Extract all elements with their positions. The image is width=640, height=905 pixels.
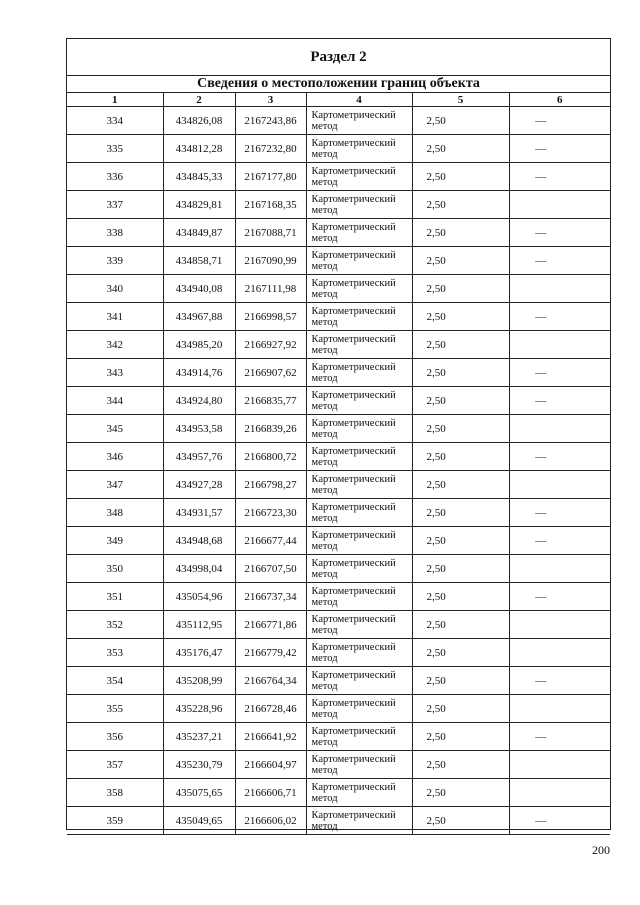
column-header: 6 [509,93,610,107]
precision-cell: 2,50 [412,303,509,331]
table-row [67,359,610,387]
point-number-cell: 340 [67,275,163,303]
method-cell: Картометрический метод [306,303,412,331]
point-number-cell: 351 [67,583,163,611]
table-row [67,583,610,611]
method-cell: Картометрический метод [306,163,412,191]
y-coordinate-cell: 2166771,86 [235,611,306,639]
y-coordinate-cell: 2166798,27 [235,471,306,499]
note-cell: — [509,723,610,751]
column-header: 2 [163,93,235,107]
y-coordinate-cell: 2166641,92 [235,723,306,751]
precision-cell: 2,50 [412,723,509,751]
x-coordinate-cell: 435230,79 [163,751,235,779]
method-cell: Картометрический метод [306,723,412,751]
x-coordinate-cell: 434924,80 [163,387,235,415]
document-frame [66,38,611,830]
y-coordinate-cell: 2167090,99 [235,247,306,275]
table-row [67,135,610,163]
point-number-cell: 356 [67,723,163,751]
note-cell: — [509,163,610,191]
x-coordinate-cell: 434826,08 [163,107,235,135]
table-row [67,667,610,695]
y-coordinate-cell: 2166707,50 [235,555,306,583]
page-number: 200 [592,843,610,857]
x-coordinate-cell: 434845,33 [163,163,235,191]
note-cell [509,275,610,303]
point-number-cell: 345 [67,415,163,443]
y-coordinate-cell: 2166779,42 [235,639,306,667]
x-coordinate-cell: 435049,65 [163,807,235,835]
point-number-cell: 337 [67,191,163,219]
y-coordinate-cell: 2167168,35 [235,191,306,219]
table-row [67,443,610,471]
method-cell: Картометрический метод [306,471,412,499]
note-cell: — [509,107,610,135]
y-coordinate-cell: 2166998,57 [235,303,306,331]
method-cell: Картометрический метод [306,331,412,359]
y-coordinate-cell: 2166835,77 [235,387,306,415]
note-cell [509,639,610,667]
note-cell [509,555,610,583]
note-cell: — [509,443,610,471]
x-coordinate-cell: 434927,28 [163,471,235,499]
precision-cell: 2,50 [412,527,509,555]
method-cell: Картометрический метод [306,443,412,471]
table-row [67,555,610,583]
point-number-cell: 353 [67,639,163,667]
x-coordinate-cell: 435054,96 [163,583,235,611]
note-cell [509,695,610,723]
method-cell: Картометрический метод [306,639,412,667]
point-number-cell: 342 [67,331,163,359]
table-row [67,275,610,303]
section-title: Раздел 2 [67,39,610,76]
column-header: 3 [235,93,306,107]
precision-cell: 2,50 [412,415,509,443]
y-coordinate-cell: 2166737,34 [235,583,306,611]
note-cell: — [509,667,610,695]
table-row [67,219,610,247]
table-row [67,331,610,359]
point-number-cell: 335 [67,135,163,163]
y-coordinate-cell: 2166728,46 [235,695,306,723]
note-cell [509,611,610,639]
point-number-cell: 359 [67,807,163,835]
method-cell: Картометрический метод [306,751,412,779]
column-header: 4 [306,93,412,107]
precision-cell: 2,50 [412,163,509,191]
table-row [67,387,610,415]
section-subtitle: Сведения о местоположении границ объекта [67,76,610,93]
note-cell: — [509,303,610,331]
method-cell: Картометрический метод [306,583,412,611]
y-coordinate-cell: 2166677,44 [235,527,306,555]
precision-cell: 2,50 [412,135,509,163]
method-cell: Картометрический метод [306,555,412,583]
precision-cell: 2,50 [412,387,509,415]
point-number-cell: 339 [67,247,163,275]
precision-cell: 2,50 [412,107,509,135]
table-row [67,247,610,275]
method-cell: Картометрический метод [306,779,412,807]
y-coordinate-cell: 2166800,72 [235,443,306,471]
table-row [67,303,610,331]
x-coordinate-cell: 435237,21 [163,723,235,751]
method-cell: Картометрический метод [306,191,412,219]
precision-cell: 2,50 [412,443,509,471]
point-number-cell: 349 [67,527,163,555]
method-cell: Картометрический метод [306,695,412,723]
note-cell [509,191,610,219]
table-row [67,723,610,751]
y-coordinate-cell: 2166839,26 [235,415,306,443]
note-cell [509,471,610,499]
note-cell: — [509,807,610,835]
point-number-cell: 347 [67,471,163,499]
y-coordinate-cell: 2166764,34 [235,667,306,695]
point-number-cell: 354 [67,667,163,695]
x-coordinate-cell: 434858,71 [163,247,235,275]
point-number-cell: 355 [67,695,163,723]
y-coordinate-cell: 2167243,86 [235,107,306,135]
precision-cell: 2,50 [412,247,509,275]
table-row [67,611,610,639]
table-row [67,751,610,779]
precision-cell: 2,50 [412,471,509,499]
point-number-cell: 350 [67,555,163,583]
precision-cell: 2,50 [412,779,509,807]
precision-cell: 2,50 [412,583,509,611]
y-coordinate-cell: 2166606,71 [235,779,306,807]
point-number-cell: 352 [67,611,163,639]
y-coordinate-cell: 2167088,71 [235,219,306,247]
precision-cell: 2,50 [412,499,509,527]
method-cell: Картометрический метод [306,219,412,247]
point-number-cell: 358 [67,779,163,807]
method-cell: Картометрический метод [306,135,412,163]
method-cell: Картометрический метод [306,667,412,695]
note-cell [509,331,610,359]
x-coordinate-cell: 434985,20 [163,331,235,359]
note-cell: — [509,499,610,527]
point-number-cell: 336 [67,163,163,191]
y-coordinate-cell: 2166927,92 [235,331,306,359]
precision-cell: 2,50 [412,667,509,695]
x-coordinate-cell: 435075,65 [163,779,235,807]
point-number-cell: 334 [67,107,163,135]
precision-cell: 2,50 [412,219,509,247]
note-cell: — [509,583,610,611]
table-row [67,471,610,499]
table-row [67,779,610,807]
table-row [67,191,610,219]
x-coordinate-cell: 435112,95 [163,611,235,639]
table-row [67,527,610,555]
precision-cell: 2,50 [412,611,509,639]
note-cell: — [509,387,610,415]
x-coordinate-cell: 434967,88 [163,303,235,331]
x-coordinate-cell: 434829,81 [163,191,235,219]
y-coordinate-cell: 2166723,30 [235,499,306,527]
note-cell: — [509,359,610,387]
note-cell: — [509,247,610,275]
table-body [67,107,610,835]
precision-cell: 2,50 [412,807,509,835]
point-number-cell: 357 [67,751,163,779]
column-header: 5 [412,93,509,107]
precision-cell: 2,50 [412,359,509,387]
note-cell [509,751,610,779]
table-row [67,163,610,191]
x-coordinate-cell: 435228,96 [163,695,235,723]
y-coordinate-cell: 2167232,80 [235,135,306,163]
x-coordinate-cell: 434931,57 [163,499,235,527]
method-cell: Картометрический метод [306,107,412,135]
table-row [67,695,610,723]
x-coordinate-cell: 434957,76 [163,443,235,471]
point-number-cell: 338 [67,219,163,247]
point-number-cell: 341 [67,303,163,331]
boundary-coordinates-table [67,93,610,835]
x-coordinate-cell: 434914,76 [163,359,235,387]
precision-cell: 2,50 [412,331,509,359]
note-cell [509,779,610,807]
method-cell: Картометрический метод [306,415,412,443]
method-cell: Картометрический метод [306,807,412,835]
note-cell [509,415,610,443]
x-coordinate-cell: 434948,68 [163,527,235,555]
y-coordinate-cell: 2166604,97 [235,751,306,779]
point-number-cell: 343 [67,359,163,387]
method-cell: Картометрический метод [306,247,412,275]
x-coordinate-cell: 435208,99 [163,667,235,695]
table-row [67,499,610,527]
method-cell: Картометрический метод [306,527,412,555]
method-cell: Картометрический метод [306,611,412,639]
x-coordinate-cell: 434953,58 [163,415,235,443]
note-cell: — [509,135,610,163]
precision-cell: 2,50 [412,695,509,723]
x-coordinate-cell: 434812,28 [163,135,235,163]
x-coordinate-cell: 434849,87 [163,219,235,247]
column-header: 1 [67,93,163,107]
header-row [67,93,610,107]
precision-cell: 2,50 [412,751,509,779]
precision-cell: 2,50 [412,275,509,303]
y-coordinate-cell: 2166606,02 [235,807,306,835]
y-coordinate-cell: 2166907,62 [235,359,306,387]
x-coordinate-cell: 434998,04 [163,555,235,583]
method-cell: Картометрический метод [306,275,412,303]
x-coordinate-cell: 435176,47 [163,639,235,667]
precision-cell: 2,50 [412,191,509,219]
note-cell: — [509,219,610,247]
table-row [67,639,610,667]
table-row [67,107,610,135]
y-coordinate-cell: 2167111,98 [235,275,306,303]
table-row [67,807,610,835]
table-row [67,415,610,443]
point-number-cell: 346 [67,443,163,471]
method-cell: Картометрический метод [306,359,412,387]
precision-cell: 2,50 [412,555,509,583]
point-number-cell: 344 [67,387,163,415]
method-cell: Картометрический метод [306,387,412,415]
note-cell: — [509,527,610,555]
method-cell: Картометрический метод [306,499,412,527]
y-coordinate-cell: 2167177,80 [235,163,306,191]
point-number-cell: 348 [67,499,163,527]
x-coordinate-cell: 434940,08 [163,275,235,303]
precision-cell: 2,50 [412,639,509,667]
